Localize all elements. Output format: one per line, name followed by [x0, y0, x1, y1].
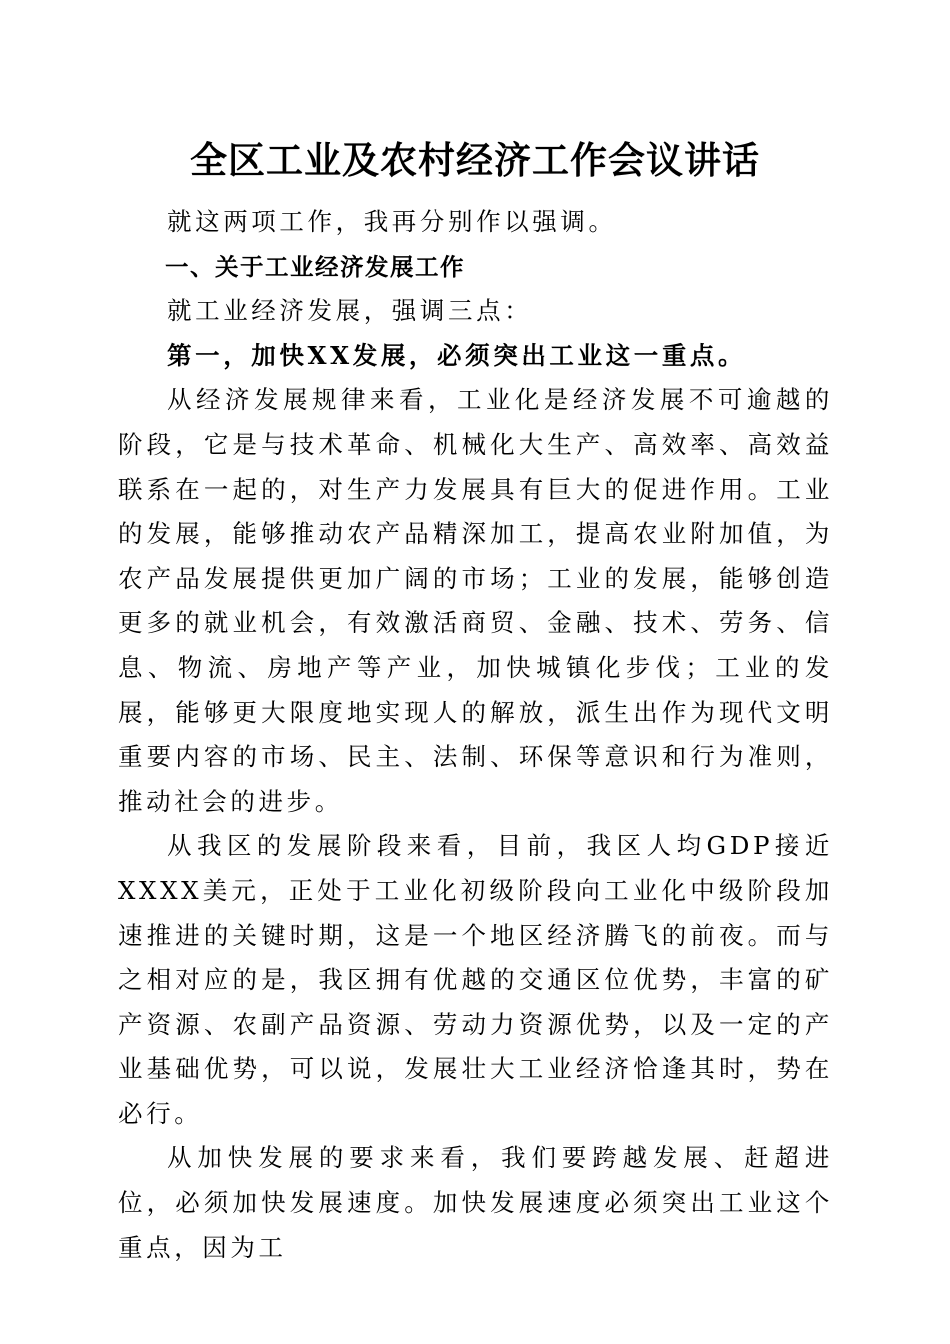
- section-heading: 一、关于工业经济发展工作: [165, 252, 465, 281]
- body-paragraph: 从我区的发展阶段来看，目前，我区人均GDP接近XXXX美元，正处于工业化初级阶段向工业化中级阶段加速推进的关键时期，这是一个地区经济腾飞的前夜。而与之相对应的是，我区拥有优越的交通区位优势，丰富的矿产资源、农副产品资源、劳动力资源优势，以及一定的产业基础优势，可以说，发展壮大工业经济恰逢其时，势在必行。: [118, 831, 833, 1128]
- intro-paragraph: 就这两项工作，我再分别作以强调。: [167, 207, 617, 236]
- section-intro-paragraph: 就工业经济发展，强调三点：: [167, 296, 533, 326]
- body-paragraph: 从加快发展的要求来看，我们要跨越发展、赶超进位，必须加快发展速度。加快发展速度必须突出工业这个重点，因为工: [118, 1143, 833, 1262]
- document-title: 全区工业及农村经济工作会议讲话: [190, 138, 760, 182]
- point-heading: 第一，加快XX发展，必须突出工业这一重点。: [167, 340, 747, 370]
- document-body: [118, 200, 833, 1270]
- body-paragraph: 从经济发展规律来看，工业化是经济发展不可逾越的阶段，它是与技术革命、机械化大生产、高效率、高效益联系在一起的，对生产力发展具有巨大的促进作用。工业的发展，能够推动农产品精深加工，提高农业附加值，为农产品发展提供更加广阔的市场；工业的发展，能够创造更多的就业机会，有效激活商贸、金融、技术、劳务、信息、物流、房地产等产业，加快城镇化步伐；工业的发展，能够更大限度地实现人的解放，派生出作为现代文明重要内容的市场、民主、法制、环保等意识和行为准则，推动社会的进步。: [118, 385, 833, 816]
